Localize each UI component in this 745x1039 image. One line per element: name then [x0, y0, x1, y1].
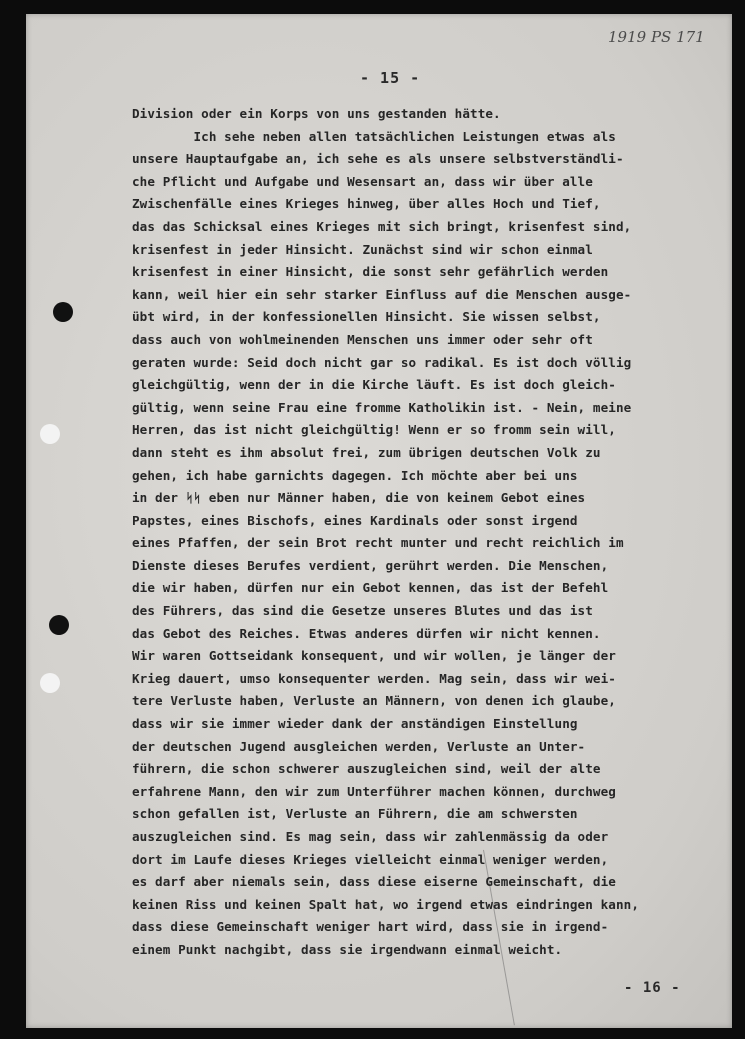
punch-hole	[53, 302, 73, 322]
text-line: tere Verluste haben, Verluste an Männern, von denen ich glaube,	[132, 693, 616, 709]
text-line: geraten wurde: Seid doch nicht gar so radikal. Es ist doch völlig	[132, 354, 632, 370]
text-line: kann, weil hier ein sehr starker Einfluss auf die Menschen ausge-	[132, 286, 632, 302]
text-line: dann steht es ihm absolut frei, zum übrigen deutschen Volk zu	[132, 444, 601, 460]
punch-hole	[40, 673, 60, 693]
text-line: Krieg dauert, umso konsequenter werden. Mag sein, dass wir wei-	[132, 670, 616, 686]
text-line: dass auch von wohlmeinenden Menschen uns immer oder sehr oft	[132, 331, 593, 347]
text-line: Ich sehe neben allen tatsächlichen Leistungen etwas als	[132, 128, 616, 144]
text-line: schon gefallen ist, Verluste an Führern, die am schwersten	[132, 806, 578, 822]
text-line: gleichgültig, wenn der in die Kirche läuft. Es ist doch gleich-	[132, 377, 616, 393]
text-line: des Führers, das sind die Gesetze unseres Blutes und das ist	[132, 603, 593, 619]
text-line: krisenfest in einer Hinsicht, die sonst sehr gefährlich werden	[132, 264, 609, 280]
text-line: eines Pfaffen, der sein Brot recht munter und recht reichlich im	[132, 535, 624, 551]
text-line: in der ᛋᛋ eben nur Männer haben, die von keinem Gebot eines	[132, 490, 586, 506]
text-line: erfahrene Mann, den wir zum Unterführer machen können, durchweg	[132, 783, 616, 799]
text-line: gültig, wenn seine Frau eine fromme Katholikin ist. - Nein, meine	[132, 399, 632, 415]
typewritten-body	[132, 103, 722, 962]
page-number: - 15 -	[360, 69, 421, 87]
text-line: gehen, ich habe garnichts dagegen. Ich möchte aber bei uns	[132, 467, 578, 483]
text-line: Division oder ein Korps von uns gestanden hätte.	[132, 106, 501, 121]
text-line: krisenfest in jeder Hinsicht. Zunächst sind wir schon einmal	[132, 241, 593, 257]
text-line: Wir waren Gottseidank konsequent, und wir wollen, je länger der	[132, 648, 616, 664]
text-line: dass wir sie immer wieder dank der anständigen Einstellung	[132, 716, 578, 732]
punch-hole	[40, 424, 60, 444]
punch-hole	[49, 615, 69, 635]
next-page-number: - 16 -	[624, 980, 681, 996]
text-line: führern, die schon schwerer auszugleichen sind, weil der alte	[132, 761, 601, 777]
text-line: Papstes, eines Bischofs, eines Kardinals oder sonst irgend	[132, 512, 578, 528]
text-line: dort im Laufe dieses Krieges vielleicht einmal weniger werden,	[132, 851, 609, 867]
text-line: che Pflicht und Aufgabe und Wesensart an, dass wir über alle	[132, 173, 593, 189]
text-line: das Gebot des Reiches. Etwas anderes dürfen wir nicht kennen.	[132, 625, 601, 641]
text-line: einem Punkt nachgibt, dass sie irgendwann einmal weicht.	[132, 941, 563, 957]
handwritten-archive-note: 1919 PS 171	[608, 28, 705, 46]
text-line: dass diese Gemeinschaft weniger hart wird, dass sie in irgend-	[132, 919, 609, 935]
text-line: auszugleichen sind. Es mag sein, dass wir zahlenmässig da oder	[132, 829, 609, 844]
text-line: es darf aber niemals sein, dass diese eiserne Gemeinschaft, die	[132, 874, 616, 890]
text-line: die wir haben, dürfen nur ein Gebot kennen, das ist der Befehl	[132, 580, 609, 596]
text-line: Zwischenfälle eines Krieges hinweg, über alles Hoch und Tief,	[132, 196, 601, 212]
text-line: Dienste dieses Berufes verdient, gerührt werden. Die Menschen,	[132, 557, 609, 573]
text-line: der deutschen Jugend ausgleichen werden, Verluste an Unter-	[132, 738, 586, 754]
text-line: Herren, das ist nicht gleichgültig! Wenn er so fromm sein will,	[132, 422, 616, 438]
text-line: unsere Hauptaufgabe an, ich sehe es als unsere selbstverständli-	[132, 151, 624, 167]
text-line: übt wird, in der konfessionellen Hinsicht. Sie wissen selbst,	[132, 309, 601, 325]
text-line: keinen Riss und keinen Spalt hat, wo irgend etwas eindringen kann,	[132, 896, 640, 912]
text-line: das das Schicksal eines Krieges mit sich bringt, krisenfest sind,	[132, 218, 632, 234]
